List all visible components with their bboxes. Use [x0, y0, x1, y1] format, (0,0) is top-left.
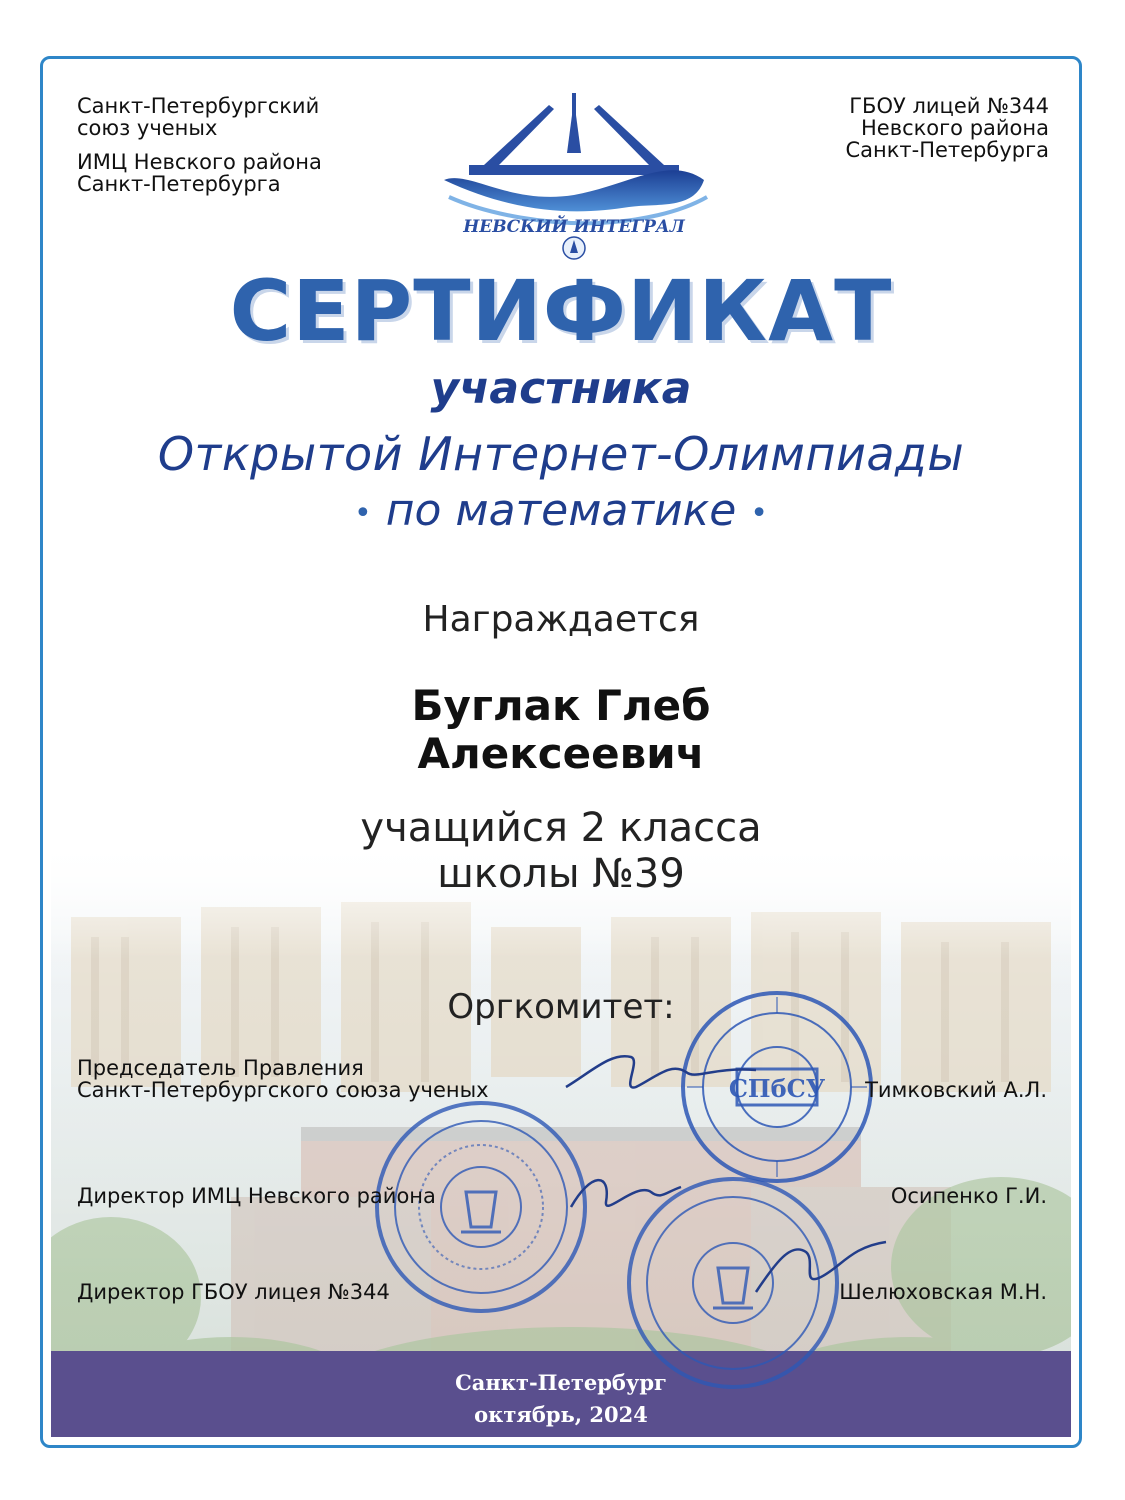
org-line: ИМЦ Невского района: [77, 150, 322, 174]
pupil-school: школы №39: [437, 851, 685, 897]
olympiad-subject: [51, 485, 1071, 536]
position-line: Санкт-Петербургского союза ученых: [77, 1078, 489, 1102]
header-right: [845, 95, 1049, 161]
pupil-info: [51, 805, 1071, 897]
committee-label: Оргкомитет:: [447, 987, 675, 1027]
signature-osipenko: [566, 1162, 686, 1222]
org-scientists-union: [77, 95, 322, 139]
org-line: ГБОУ лицей №344: [849, 94, 1049, 118]
signatory-position: [77, 1057, 489, 1101]
logo-text: НЕВСКИЙ ИНТЕГРАЛ: [463, 217, 685, 237]
signatory-name: Шелюховская М.Н.: [839, 1280, 1047, 1304]
stamp-abbreviation: СПбСУ: [728, 1074, 826, 1103]
recipient-line: Буглак Глеб: [411, 681, 711, 730]
certificate-title: СЕРТИФИКАТ: [229, 262, 893, 360]
footer-date: октябрь, 2024: [474, 1402, 648, 1427]
org-line: союз ученых: [77, 116, 218, 140]
signatory-name: Осипенко Г.И.: [890, 1184, 1047, 1208]
footer-city: Санкт-Петербург: [455, 1370, 667, 1395]
recipient-name: [51, 682, 1071, 778]
nevsky-integral-logo: [429, 85, 719, 260]
org-line: Санкт-Петербургский: [77, 94, 320, 118]
olympiad-name: Открытой Интернет-Олимпиады: [157, 427, 965, 481]
signature-timkovsky: [561, 1032, 761, 1102]
certificate-frame: [40, 56, 1082, 1448]
certificate-body: [51, 67, 1071, 1437]
org-line: Санкт-Петербурга: [77, 172, 281, 196]
signatory-position: Директор ИМЦ Невского района: [77, 1184, 436, 1208]
subject-text: по математике: [385, 485, 737, 536]
signatory-position: Директор ГБОУ лицея №344: [77, 1280, 390, 1304]
recipient-line: Алексеевич: [417, 729, 705, 778]
footer: [51, 1367, 1071, 1431]
bullet-icon: •: [354, 495, 372, 531]
pupil-grade: учащийся 2 класса: [360, 805, 762, 851]
award-label: Награждается: [422, 599, 700, 640]
position-line: Председатель Правления: [77, 1056, 364, 1080]
signatory-name: Тимковский А.Л.: [865, 1078, 1047, 1102]
certificate-subtitle: участника: [430, 363, 692, 414]
header-left: [77, 95, 322, 207]
org-line: Санкт-Петербурга: [845, 138, 1049, 162]
org-line: Невского района: [860, 116, 1049, 140]
org-imc: [77, 151, 322, 195]
bullet-icon: •: [750, 495, 768, 531]
